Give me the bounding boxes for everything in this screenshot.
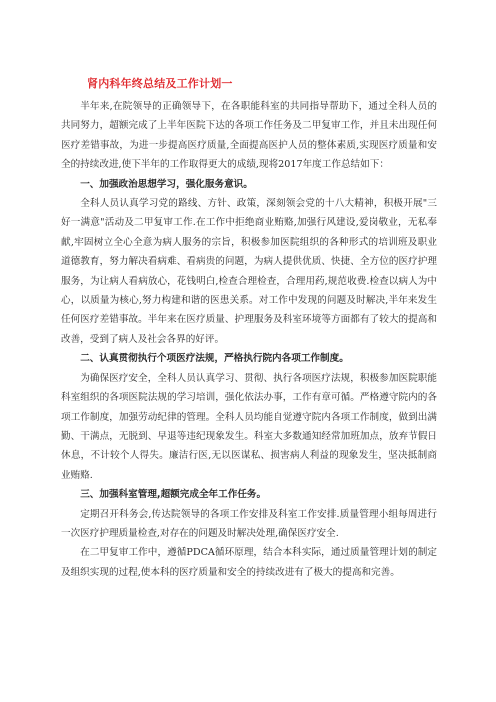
section-1-paragraph: 全科人员认真学习党的路线、方针、政策，深刻领会党的十八大精神，积极开展"三好一满意"活动及二甲复审工作.在工作中拒绝商业贿赂,加强行风建设,爱岗敬业，无私奉献,牢固树立全心全意为病人服务的宗旨，积极参加医院组织的各种形式的培训班及职业道德教育，努力解决看病难、看病贵的问题，为病人提供优质、快捷、全方位的医疗护理服务，为让病人看病放心，花钱明白,检查合理检查，合理用药,规范收费.检查以病人为中心，以质量为核心,努力构建和谐的医患关系。对工作中发现的问题及时解决,半年来发生任何医疗差错事故。半年来在医疗质量、护理服务及科室环境等方面都有了较大的提高和改善，受到了病人及社会各界的好评。 (61, 198, 437, 345)
section-2-paragraph: 为确保医疗安全，全科人员认真学习、贯彻、执行各项医疗法规，积极参加医院职能科室组织的各项医院法规的学习培训，强化依法办事，工作有章可循。严格遵守院内的各项工作制度，加强劳动纪律的管理。全科人员均能自觉遵守院内各项工作制度，做到出满勤、干满点，无脱到、早退等违纪现象发生。科室大多数通知经常加班加点，放弃节假日休息，不计较个人得失。廉洁行医,无以医谋私、损害病人利益的现象发生，坚决抵制商业贿赂. (61, 372, 437, 481)
document-body (61, 97, 437, 582)
document-title: 肾内科年终总结及工作计划一 (87, 77, 233, 90)
section-heading-1: 一、加强政治思想学习，强化服务意识。 (80, 178, 253, 190)
section-3-paragraph-1: 定期召开科务会,传达院领导的各项工作安排及科室工作安排.质量管理小组每周进行一次医疗护理质量检查,对存在的问题及时解决处理,确保医疗安全. (61, 508, 437, 539)
section-heading-3: 三、加强科室管理,超额完成全年工作任务。 (80, 489, 267, 501)
intro-paragraph: 半年来,在院领导的正确领导下，在各职能科室的共同指导帮助下，通过全科人员的共同努力，超额完成了上半年医院下达的各项工作任务及二甲复审工作，并且未出现任何医疗差错事故，为进一步提高医疗质量,全面提高医护人员的整体素质,实现医疗质量和安全的持续改进,使下半年的工作取得更大的成绩,现将2017年度工作总结如下： (61, 101, 437, 171)
section-heading-2: 二、认真贯彻执行个项医疗法规，严格执行院内各项工作制度。 (80, 353, 349, 365)
section-3-paragraph-2: 在二甲复审工作中，遵循PDCA循环原理，结合本科实际，通过质量管理计划的制定及组织实现的过程,使本科的医疗质量和安全的持续改进有了极大的提高和完善。 (61, 547, 437, 578)
